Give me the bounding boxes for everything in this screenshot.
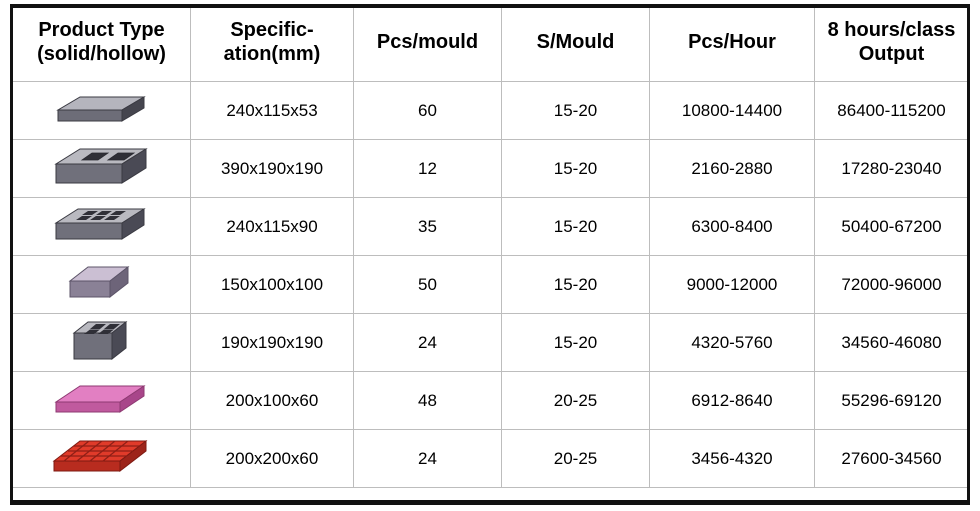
cell-pcs-per-mould: 35: [354, 198, 502, 256]
cell-pcs-per-mould: 48: [354, 372, 502, 430]
cell-eight-hours-output: 34560-46080: [815, 314, 969, 372]
product-icon-cell: [13, 198, 191, 256]
cell-pcs-per-hour: 9000-12000: [650, 256, 815, 314]
header-line-1: Specific-: [230, 19, 314, 42]
header-line-1: Pcs/Hour: [688, 31, 776, 54]
spec-table-sheet: [0, 4, 980, 511]
product-icon-cell: [13, 314, 191, 372]
product-icon-cell: [13, 140, 191, 198]
product-icon-cell: [13, 372, 191, 430]
product-icon-cell: [13, 82, 191, 140]
cell-eight-hours-output: 17280-23040: [815, 140, 969, 198]
four-hole-square-block-icon: [13, 314, 190, 371]
column-header-seconds-per-mould: [502, 5, 650, 82]
cell-pcs-per-hour: 10800-14400: [650, 82, 815, 140]
cell-eight-hours-output: 86400-115200: [815, 82, 969, 140]
cell-specification: 240x115x53: [191, 82, 354, 140]
red-grid-paver-icon: [13, 430, 190, 487]
cell-seconds-per-mould: 15-20: [502, 82, 650, 140]
lilac-solid-block-icon: [13, 256, 190, 313]
cell-specification: 390x190x190: [191, 140, 354, 198]
cell-eight-hours-output: 50400-67200: [815, 198, 969, 256]
cell-pcs-per-hour: 6912-8640: [650, 372, 815, 430]
table-row: [13, 256, 969, 314]
cell-pcs-per-mould: 24: [354, 314, 502, 372]
cell-specification: 190x190x190: [191, 314, 354, 372]
table-bottom-border: [10, 500, 970, 505]
column-header-pcs-per-mould: [354, 5, 502, 82]
pink-paver-slab-icon-svg: [52, 380, 152, 422]
cell-seconds-per-mould: 20-25: [502, 372, 650, 430]
two-hole-hollow-block-icon: [13, 140, 190, 197]
table-row: [13, 430, 969, 488]
six-hole-hollow-block-icon-svg: [52, 205, 152, 249]
table-row: [13, 82, 969, 140]
cell-pcs-per-mould: 12: [354, 140, 502, 198]
solid-paver-brick-icon: [13, 82, 190, 139]
column-header-specification: [191, 5, 354, 82]
cell-pcs-per-mould: 24: [354, 430, 502, 488]
table-top-border: [10, 4, 970, 8]
cell-eight-hours-output: 55296-69120: [815, 372, 969, 430]
header-line-1: Pcs/mould: [376, 31, 479, 54]
cell-pcs-per-mould: 60: [354, 82, 502, 140]
table-row: [13, 372, 969, 430]
header-line-1: Product Type: [38, 19, 165, 42]
table-right-border: [967, 4, 970, 505]
header-line-2: (solid/hollow): [37, 43, 166, 65]
header-line-1: S/Mould: [536, 31, 615, 54]
two-hole-hollow-block-icon-svg: [52, 145, 152, 193]
lilac-solid-block-icon-svg: [62, 263, 142, 307]
product-icon-cell: [13, 256, 191, 314]
red-grid-paver-icon-svg: [50, 437, 154, 481]
table-row: [13, 198, 969, 256]
pink-paver-slab-icon: [13, 372, 190, 429]
product-spec-table: [12, 4, 969, 488]
six-hole-hollow-block-icon: [13, 198, 190, 255]
solid-paver-brick-icon-svg: [54, 91, 150, 131]
cell-pcs-per-mould: 50: [354, 256, 502, 314]
column-header-pcs-per-hour: [650, 5, 815, 82]
table-body: [13, 82, 969, 488]
cell-seconds-per-mould: 15-20: [502, 314, 650, 372]
four-hole-square-block-icon-svg: [66, 319, 138, 367]
table-header: [13, 5, 969, 82]
product-icon-cell: [13, 430, 191, 488]
cell-pcs-per-hour: 3456-4320: [650, 430, 815, 488]
cell-pcs-per-hour: 2160-2880: [650, 140, 815, 198]
cell-seconds-per-mould: 15-20: [502, 140, 650, 198]
header-line-2: Output: [858, 43, 925, 65]
cell-specification: 240x115x90: [191, 198, 354, 256]
header-row: [13, 5, 969, 82]
cell-seconds-per-mould: 20-25: [502, 430, 650, 488]
header-line-2: ation(mm): [223, 43, 321, 65]
cell-specification: 150x100x100: [191, 256, 354, 314]
cell-seconds-per-mould: 15-20: [502, 256, 650, 314]
cell-specification: 200x200x60: [191, 430, 354, 488]
column-header-eight-hours-output: [815, 5, 969, 82]
table-row: [13, 314, 969, 372]
table-row: [13, 140, 969, 198]
cell-seconds-per-mould: 15-20: [502, 198, 650, 256]
cell-eight-hours-output: 72000-96000: [815, 256, 969, 314]
cell-specification: 200x100x60: [191, 372, 354, 430]
cell-eight-hours-output: 27600-34560: [815, 430, 969, 488]
cell-pcs-per-hour: 4320-5760: [650, 314, 815, 372]
column-header-product-type: [13, 5, 191, 82]
cell-pcs-per-hour: 6300-8400: [650, 198, 815, 256]
header-line-1: 8 hours/class: [827, 19, 956, 42]
